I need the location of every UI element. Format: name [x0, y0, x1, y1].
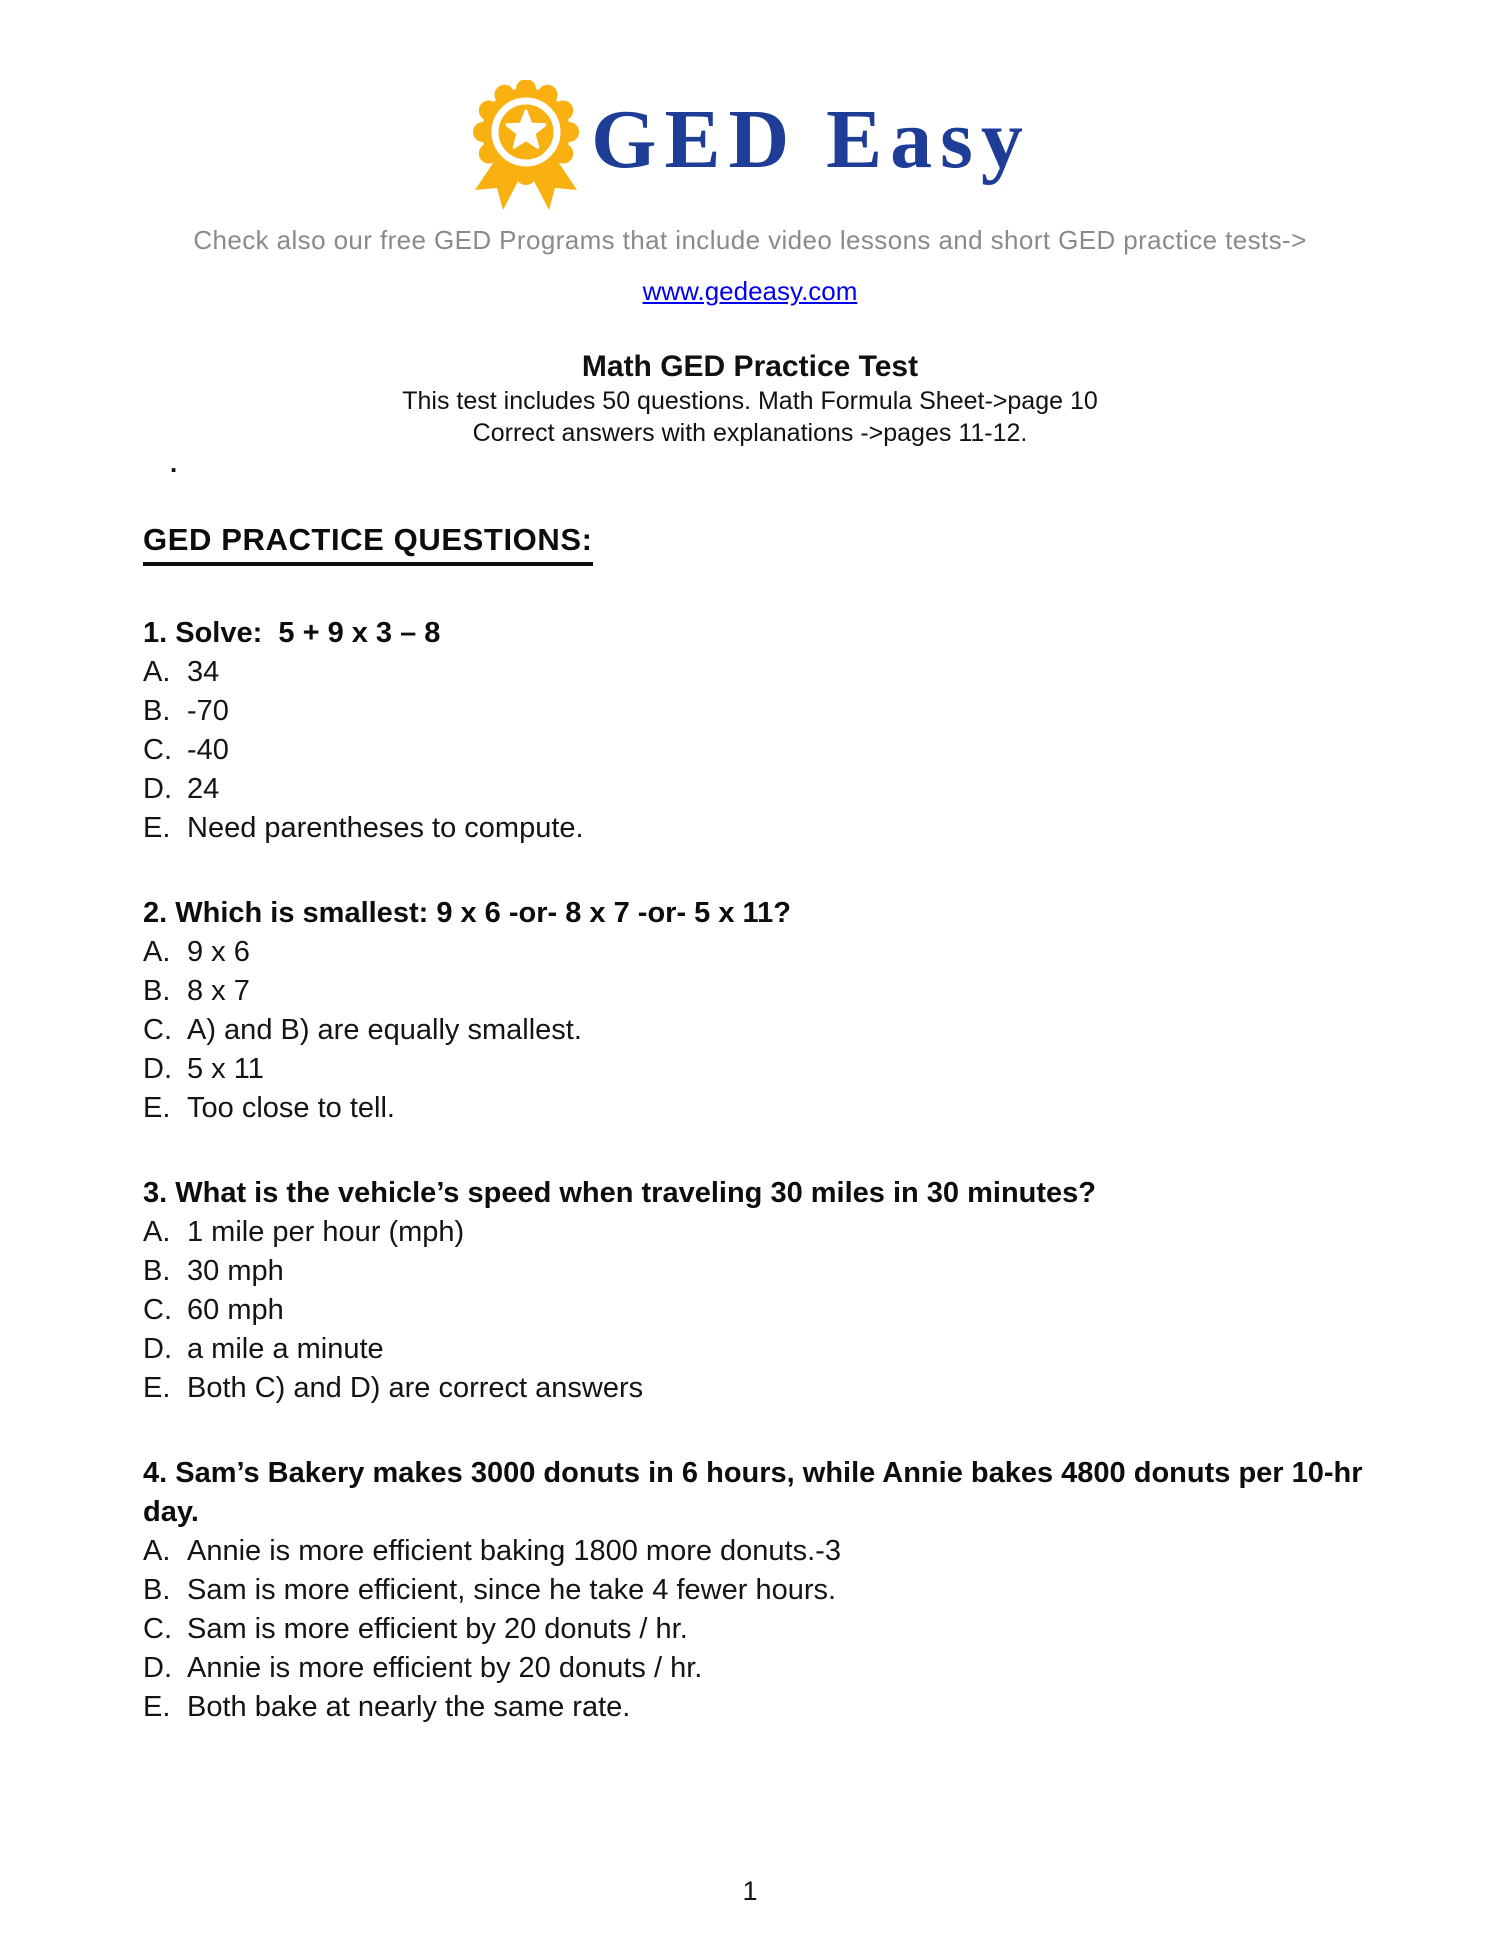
question-prompt: 2. Which is smallest: 9 x 6 -or- 8 x 7 -or- 5 x 11?: [143, 897, 791, 929]
option-text: Annie is more efficient baking 1800 more donuts.-3: [187, 1535, 841, 1567]
option-row: [143, 692, 1413, 731]
option-row: [143, 972, 1413, 1011]
option-letter: E.: [143, 1372, 171, 1404]
option-text: -40: [187, 734, 229, 766]
option-letter: D.: [143, 1333, 172, 1365]
option-letter: C.: [143, 1613, 172, 1645]
option-row: [143, 1050, 1413, 1089]
option-letter: A.: [143, 656, 171, 688]
stray-period: .: [170, 448, 178, 478]
option-text: Sam is more efficient by 20 donuts / hr.: [187, 1613, 688, 1645]
question-prompt: 1. Solve: 5 + 9 x 3 – 8: [143, 617, 441, 649]
option-row: [143, 1252, 1413, 1291]
option-text: Both bake at nearly the same rate.: [187, 1691, 631, 1723]
link-row: [0, 276, 1500, 307]
option-letter: E.: [143, 1691, 171, 1723]
option-text: 24: [187, 773, 220, 805]
option-row: [143, 1011, 1413, 1050]
option-letter: D.: [143, 1053, 172, 1085]
option-text: A) and B) are equally smallest.: [187, 1014, 582, 1046]
option-text: 8 x 7: [187, 975, 250, 1007]
question-prompt: 4. Sam’s Bakery makes 3000 donuts in 6 hours, while Annie bakes 4800 donuts per 10-hr day.: [143, 1457, 1371, 1528]
option-text: 30 mph: [187, 1255, 284, 1287]
section-heading-text: GED PRACTICE QUESTIONS:: [143, 522, 593, 566]
option-text: 1 mile per hour (mph): [187, 1216, 465, 1248]
page-number: 1: [742, 1876, 758, 1906]
option-text: 5 x 11: [187, 1053, 264, 1085]
option-text: Sam is more efficient, since he take 4 fewer hours.: [187, 1574, 837, 1606]
document-title: Math GED Practice Test: [581, 350, 919, 383]
title-block: [0, 349, 1500, 449]
option-row: [143, 653, 1413, 692]
medal-badge-icon: [469, 80, 583, 216]
option-row: [143, 809, 1413, 848]
option-text: -70: [187, 695, 229, 727]
questions-list: [143, 614, 1413, 1727]
option-letter: C.: [143, 1014, 172, 1046]
option-text: Need parentheses to compute.: [187, 812, 584, 844]
option-text: 34: [187, 656, 220, 688]
question-3: [143, 1174, 1413, 1408]
brand-name: GED Easy: [591, 93, 1031, 186]
option-row: [143, 731, 1413, 770]
option-text: Both C) and D) are correct answers: [187, 1372, 644, 1404]
option-letter: E.: [143, 1092, 171, 1124]
option-letter: C.: [143, 734, 172, 766]
option-row: [143, 1688, 1413, 1727]
option-row: [143, 1213, 1413, 1252]
option-letter: A.: [143, 1216, 171, 1248]
option-row: [143, 1610, 1413, 1649]
option-text: 9 x 6: [187, 936, 250, 968]
section-heading: [143, 522, 593, 566]
website-link[interactable]: www.gedeasy.com: [642, 276, 858, 306]
option-letter: A.: [143, 1535, 171, 1567]
option-row: [143, 1291, 1413, 1330]
question-4: [143, 1454, 1413, 1727]
option-letter: C.: [143, 1294, 172, 1326]
document-subtitle-2: Correct answers with explanations ->pages 11-12.: [472, 419, 1028, 447]
tagline-text: Check also our free GED Programs that include video lessons and short GED practice tests->: [193, 225, 1307, 255]
option-letter: B.: [143, 1574, 171, 1606]
option-row: [143, 1532, 1413, 1571]
option-letter: D.: [143, 773, 172, 805]
question-1: [143, 614, 1413, 848]
option-letter: D.: [143, 1652, 172, 1684]
option-row: [143, 1571, 1413, 1610]
question-2: [143, 894, 1413, 1128]
option-row: [143, 1330, 1413, 1369]
ged-easy-logo: [0, 80, 1500, 216]
option-text: Too close to tell.: [187, 1092, 395, 1124]
option-text: Annie is more efficient by 20 donuts / hr.: [187, 1652, 703, 1684]
document-subtitle-1: This test includes 50 questions. Math Formula Sheet->page 10: [402, 387, 1098, 415]
option-letter: A.: [143, 936, 171, 968]
option-row: [143, 933, 1413, 972]
option-row: [143, 1089, 1413, 1128]
option-letter: B.: [143, 975, 171, 1007]
option-letter: E.: [143, 812, 171, 844]
option-letter: B.: [143, 695, 171, 727]
option-text: a mile a minute: [187, 1333, 384, 1365]
option-letter: B.: [143, 1255, 171, 1287]
option-row: [143, 1649, 1413, 1688]
option-row: [143, 770, 1413, 809]
option-row: [143, 1369, 1413, 1408]
question-prompt: 3. What is the vehicle’s speed when traveling 30 miles in 30 minutes?: [143, 1177, 1097, 1209]
option-text: 60 mph: [187, 1294, 284, 1326]
